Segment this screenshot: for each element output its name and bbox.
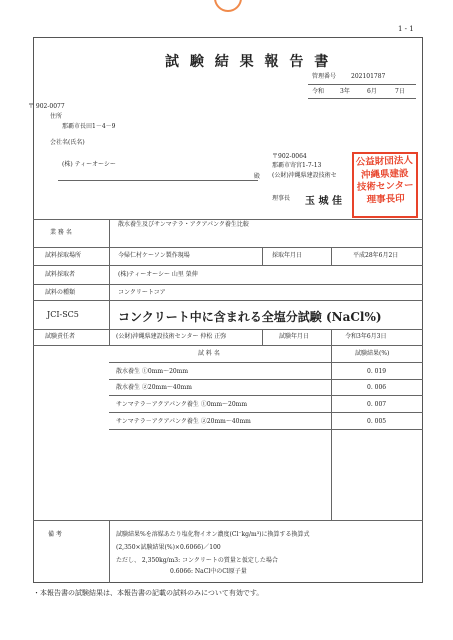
page-number: 1 - 1: [398, 25, 414, 33]
sampling-date: 平成28年6月2日: [353, 252, 399, 259]
issuer-address: 那覇市寄宮1-7-13: [272, 162, 322, 169]
date-month: 6月: [367, 88, 377, 95]
client-address: 那覇市長田1－4－9: [62, 123, 116, 130]
issuer-org: (公財)沖縄県建設技術セ: [272, 172, 337, 179]
date-day: 7日: [395, 88, 405, 95]
test-date-label: 試験年月日: [279, 333, 310, 340]
notes-line: 試験結果%を溶媒あたり塩化物イオン濃度(Cl⁻kg/m³)に換算する換算式: [116, 531, 310, 538]
top-orange-stamp: [214, 0, 242, 12]
mgmt-number: 202101787: [351, 73, 386, 80]
responsible: (公財)沖縄県建設技術センター 仲松 正弥: [116, 333, 227, 340]
date-era: 令和: [312, 88, 325, 95]
col-result-header: 試験結果(%): [355, 350, 390, 357]
sampler: (株)ティーオーシー 山里 榮伸: [118, 271, 198, 278]
sampler-label: 試料採取者: [45, 271, 76, 278]
client-company-label: 会社名(氏名): [50, 139, 85, 146]
client-address-label: 住所: [50, 113, 63, 120]
notes-line: (2,350×試験結果(%)×0.6066)／100: [116, 544, 221, 551]
test-date: 令和3年6月3日: [345, 333, 387, 340]
sampling-place: 今帰仁村ケーソン製作現場: [118, 252, 190, 259]
notes-line: 0.6066: NaCl中のCl原子量: [170, 568, 247, 575]
notes-label: 備 考: [48, 531, 62, 538]
standard-code: JCI-SC5: [47, 310, 79, 319]
report-title: 試 験 結 果 報 告 書: [165, 54, 332, 70]
sample-type-label: 試料の種類: [45, 289, 76, 296]
result-name: 散水養生 ②20mm～40mm: [116, 384, 192, 391]
result-value: 0. 006: [367, 384, 387, 391]
col-sample-header: 試 料 名: [198, 350, 220, 357]
client-postal: 〒 902-0077: [28, 103, 65, 110]
result-value: 0. 005: [367, 418, 387, 425]
sampling-date-label: 採取年月日: [272, 252, 303, 259]
official-seal: 公益財団法人 沖縄県建設 技術センター 理事長印: [352, 152, 418, 218]
issuer-name: 玉 城 佳: [305, 196, 342, 207]
result-name: サンマテラ－アクアパンク養生 ①0mm～20mm: [116, 401, 248, 408]
sample-type: コンクリートコア: [118, 289, 166, 296]
result-value: 0. 019: [367, 368, 387, 375]
project-name: 散水養生及びサンマテラ・アクアパンク養生比較: [118, 221, 249, 228]
project-label: 業 務 名: [50, 229, 72, 236]
footer-note: ・本報告書の試験結果は、本報告書の記載の試料のみについて有効です。: [33, 589, 264, 597]
result-name: 散水養生 ①0mm～20mm: [116, 368, 189, 375]
date-year: 3年: [340, 88, 350, 95]
responsible-label: 試験責任者: [45, 333, 76, 340]
client-honorific: 殿: [254, 173, 261, 180]
issuer-postal: 〒902-0064: [272, 153, 307, 160]
issuer-title: 理事長: [272, 195, 291, 202]
result-value: 0. 007: [367, 401, 387, 408]
mgmt-number-label: 管理番号: [312, 73, 337, 80]
notes-line: ただし、 2,350kg/m3: コンクリートの質量と仮定した場合: [116, 557, 278, 564]
result-name: サンマテラ－アクアパンク養生 ②20mm～40mm: [116, 418, 251, 425]
sampling-place-label: 試料採取場所: [45, 252, 82, 259]
test-name: コンクリート中に含まれる全塩分試験 (NaCl%): [118, 310, 382, 324]
client-company: (株) ティーオーシー: [62, 161, 116, 168]
